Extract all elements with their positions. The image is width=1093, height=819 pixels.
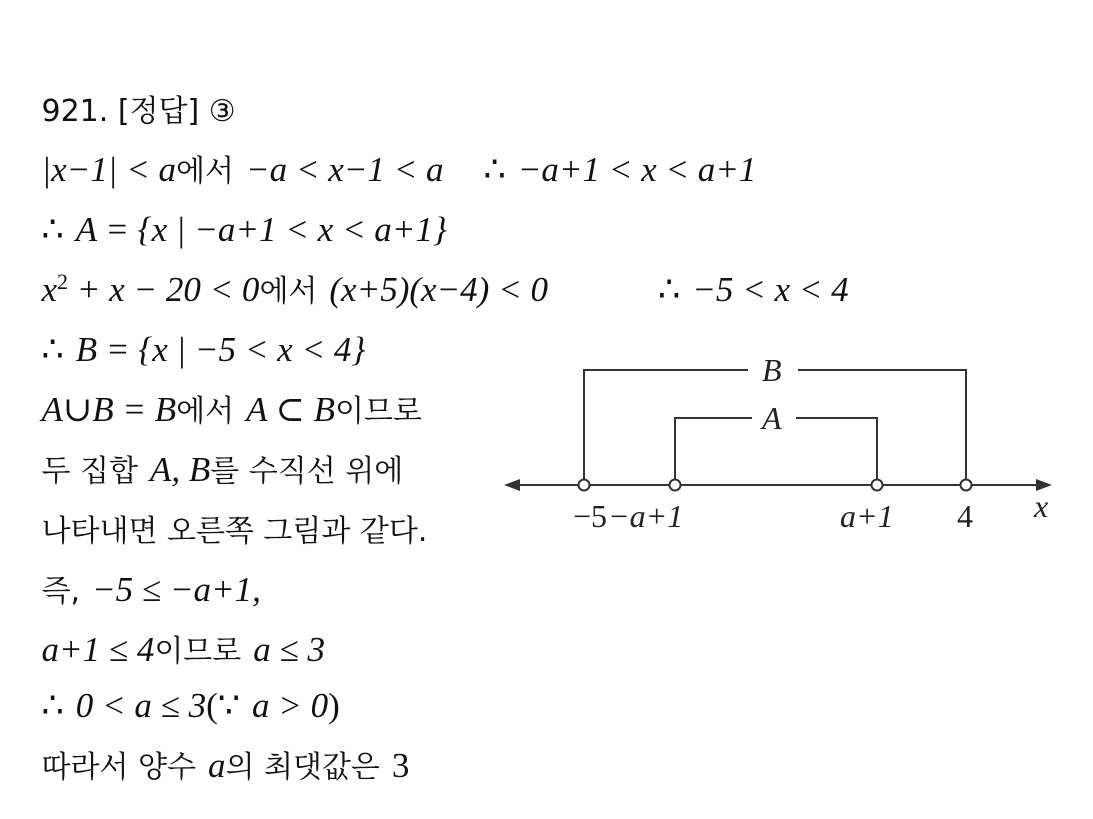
therefore-symbol: ∴ [41, 330, 64, 369]
set-b-label: B [762, 352, 782, 388]
open-point-4 [961, 480, 972, 491]
text: 를 수직선 위에 [210, 454, 404, 489]
quadratic-rest: + x − 20 < 0 [68, 270, 260, 309]
text: 즉, [41, 574, 81, 609]
range-result: −a+1 < x < a+1 [517, 150, 757, 189]
factored-inequality: (x+5)(x−4) < 0 [329, 270, 548, 309]
title-text: 921. [정답] ③ [41, 94, 236, 129]
tick-label-minus5: −5 [573, 498, 608, 534]
text: 나타내면 오른쪽 그림과 같다. [41, 514, 428, 549]
set-a-label: A [762, 400, 782, 436]
subset-statement: A ⊂ B [246, 390, 336, 429]
solution-line-11 [24, 700, 409, 790]
because-open: (∵ [206, 686, 241, 725]
condition: a+1 ≤ 4 [41, 630, 155, 669]
text: 두 집합 [41, 454, 138, 489]
particle: 에서 [176, 154, 234, 189]
particle: 에서 [259, 274, 318, 309]
therefore-symbol: ∴ [41, 210, 64, 249]
open-point-minus-a-plus-1 [670, 480, 681, 491]
range-result: −5 < x < 4 [692, 270, 849, 309]
because-close: ) [328, 686, 340, 725]
axis-label-x: x [1034, 488, 1049, 524]
tick-label-4: 4 [957, 498, 973, 534]
particle: 에서 [176, 394, 235, 429]
because-condition: a > 0 [252, 686, 329, 725]
expanded-inequality: −a < x−1 < a [245, 150, 444, 189]
therefore-symbol: ∴ [657, 270, 681, 309]
therefore-symbol: ∴ [41, 686, 64, 725]
tick-label-a-plus-1: a+1 [840, 498, 894, 534]
set-names: A, B [149, 450, 211, 489]
result: a ≤ 3 [253, 630, 325, 669]
text: 따라서 양수 [41, 750, 196, 785]
set-a-definition: A = {x | −a+1 < x < a+1} [75, 210, 447, 249]
condition: −5 ≤ −a+1, [92, 570, 261, 609]
tick-label-minus-a-plus-1: −a+1 [608, 498, 684, 534]
axis-left-arrow [504, 479, 520, 491]
final-answer: 3 [391, 746, 410, 785]
exponent: 2 [57, 269, 69, 294]
abs-inequality: |x−1| < a [41, 150, 177, 189]
open-point-a-plus-1 [872, 480, 883, 491]
range: 0 < a ≤ 3 [75, 686, 207, 725]
text: 의 최댓값은 [225, 750, 380, 785]
variable: a [207, 746, 226, 785]
union-statement: A∪B = B [41, 390, 177, 429]
open-point-minus5 [579, 480, 590, 491]
particle: 이므로 [154, 634, 242, 669]
therefore-symbol: ∴ [483, 150, 506, 189]
particle: 이므로 [335, 394, 422, 429]
set-b-definition: B = {x | −5 < x < 4} [75, 330, 366, 369]
quadratic-var: x [41, 270, 58, 309]
number-line-diagram [500, 345, 1060, 545]
